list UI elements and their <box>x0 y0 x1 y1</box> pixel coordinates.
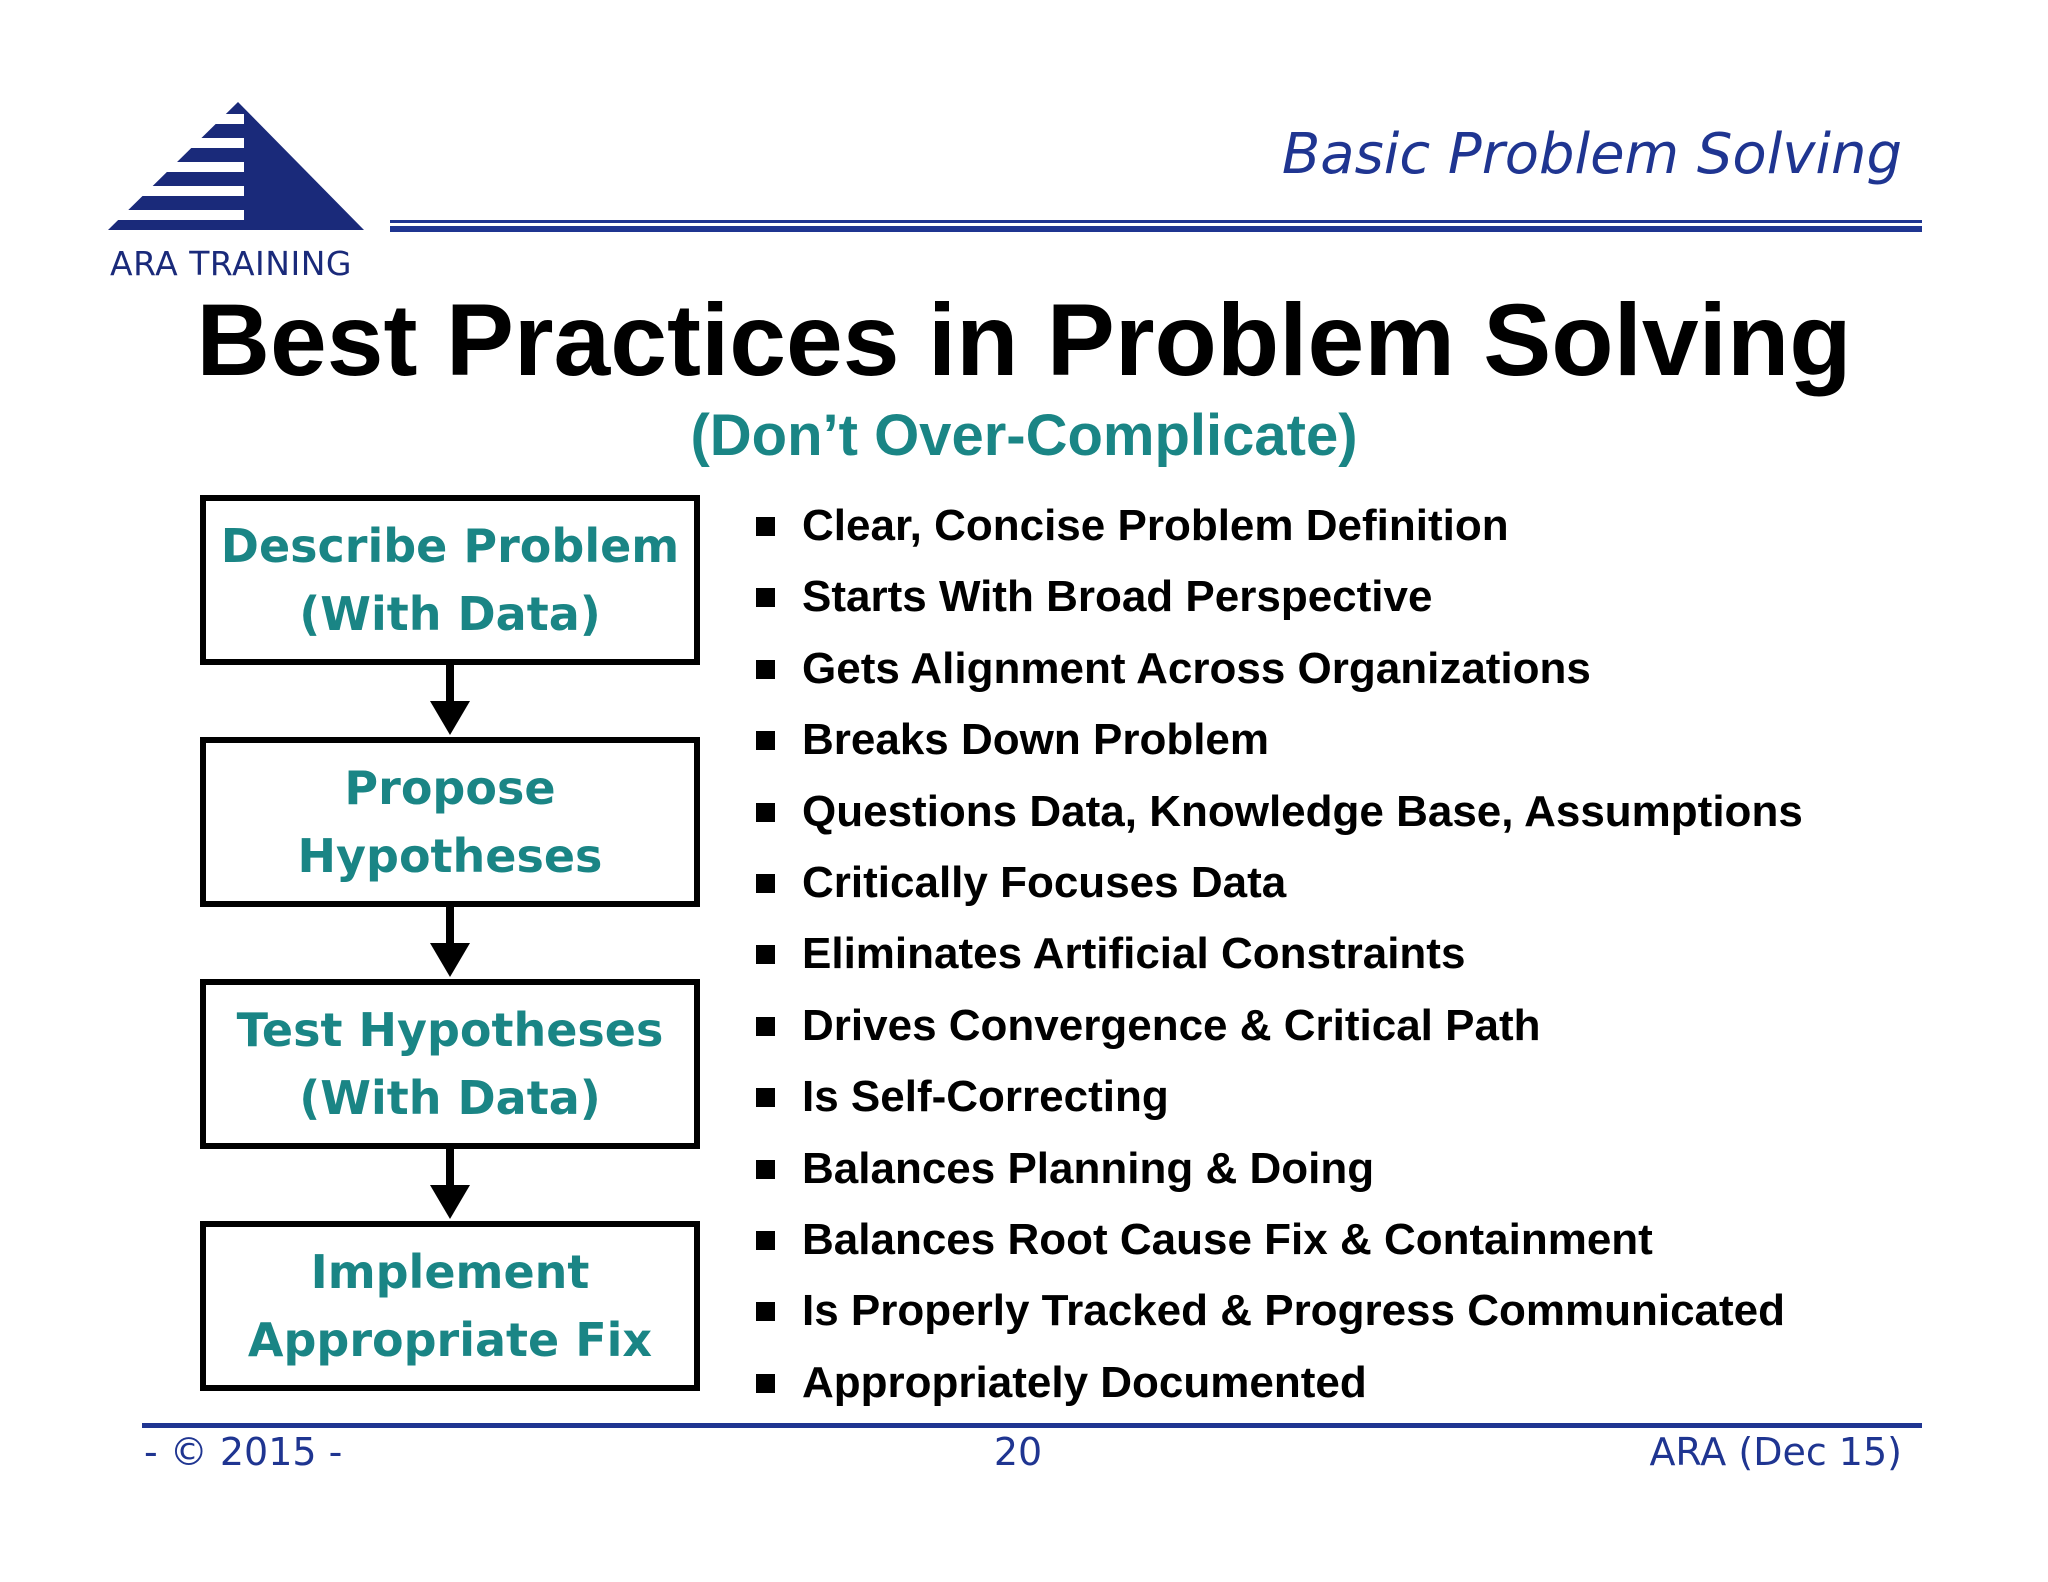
list-item <box>756 851 1803 922</box>
square-bullet-icon <box>756 874 775 893</box>
footer-copyright: - © 2015 - <box>144 1430 343 1474</box>
list-item-text: Is Properly Tracked & Progress Communicated <box>802 1286 1786 1336</box>
flow-arrow-shaft <box>446 1149 454 1187</box>
square-bullet-icon <box>756 1302 775 1321</box>
list-item-text: Balances Root Cause Fix & Containment <box>802 1214 1653 1264</box>
flow-step-line: Propose <box>344 761 556 815</box>
page-number: 20 <box>993 1430 1043 1474</box>
list-item-text: Critically Focuses Data <box>802 857 1287 907</box>
list-item-text: Breaks Down Problem <box>802 715 1270 765</box>
flow-arrow-shaft <box>446 665 454 703</box>
list-item-text: Appropriately Documented <box>802 1357 1367 1407</box>
list-item <box>756 637 1803 708</box>
flow-step-test-hypotheses <box>200 979 700 1149</box>
list-item-text: Balances Planning & Doing <box>802 1143 1375 1193</box>
list-item <box>756 1279 1803 1350</box>
footer-version: ARA (Dec 15) <box>1649 1430 1902 1474</box>
flow-step-line: (With Data) <box>299 1071 601 1125</box>
square-bullet-icon <box>756 660 775 679</box>
flow-arrow-shaft <box>446 907 454 945</box>
page-subtitle: (Don’t Over-Complicate) <box>690 403 1358 468</box>
flow-step-propose-hypotheses <box>200 737 700 907</box>
page-title: Best Practices in Problem Solving <box>196 283 1852 397</box>
list-item <box>756 1065 1803 1136</box>
flow-step-line: Implement <box>310 1245 590 1299</box>
square-bullet-icon <box>756 1231 775 1250</box>
flow-arrow-down-icon <box>430 701 470 735</box>
list-item <box>756 994 1803 1065</box>
square-bullet-icon <box>756 1160 775 1179</box>
list-item-text: Clear, Concise Problem Definition <box>802 501 1509 550</box>
footer-divider <box>142 1423 1922 1428</box>
square-bullet-icon <box>756 1017 775 1036</box>
list-item <box>756 708 1803 779</box>
list-item <box>756 922 1803 993</box>
flow-arrow-down-icon <box>430 943 470 977</box>
square-bullet-icon <box>756 945 775 964</box>
list-item-text: Eliminates Artificial Constraints <box>802 929 1466 979</box>
square-bullet-icon <box>756 517 775 536</box>
flow-step-describe-problem <box>200 495 700 665</box>
flow-step-implement-fix <box>200 1221 700 1391</box>
flow-arrow-down-icon <box>430 1185 470 1219</box>
list-item <box>756 1351 1803 1422</box>
flow-step-line: Appropriate Fix <box>247 1313 653 1367</box>
list-item-text: Is Self-Correcting <box>802 1072 1169 1122</box>
list-item <box>756 565 1803 636</box>
list-item <box>756 1137 1803 1208</box>
square-bullet-icon <box>756 588 775 607</box>
square-bullet-icon <box>756 1374 775 1393</box>
list-item-text: Starts With Broad Perspective <box>802 572 1433 622</box>
flow-step-line: Hypotheses <box>297 829 603 883</box>
list-item <box>756 1208 1803 1279</box>
flow-step-line: (With Data) <box>299 587 601 641</box>
list-item <box>756 494 1803 565</box>
square-bullet-icon <box>756 731 775 750</box>
header-divider <box>390 220 1922 223</box>
square-bullet-icon <box>756 1088 775 1107</box>
list-item-text: Drives Convergence & Critical Path <box>802 1000 1541 1050</box>
list-item-text: Gets Alignment Across Organizations <box>802 643 1591 693</box>
best-practices-list <box>756 494 1803 1422</box>
flow-step-line: Describe Problem <box>220 519 680 573</box>
header-divider-thick <box>390 226 1922 232</box>
flow-step-line: Test Hypotheses <box>236 1003 664 1057</box>
list-item-text: Questions Data, Knowledge Base, Assumptions <box>802 786 1803 836</box>
logo-text: ARA TRAINING <box>110 244 352 283</box>
section-title: Basic Problem Solving <box>1281 122 1902 187</box>
square-bullet-icon <box>756 803 775 822</box>
list-item <box>756 780 1803 851</box>
